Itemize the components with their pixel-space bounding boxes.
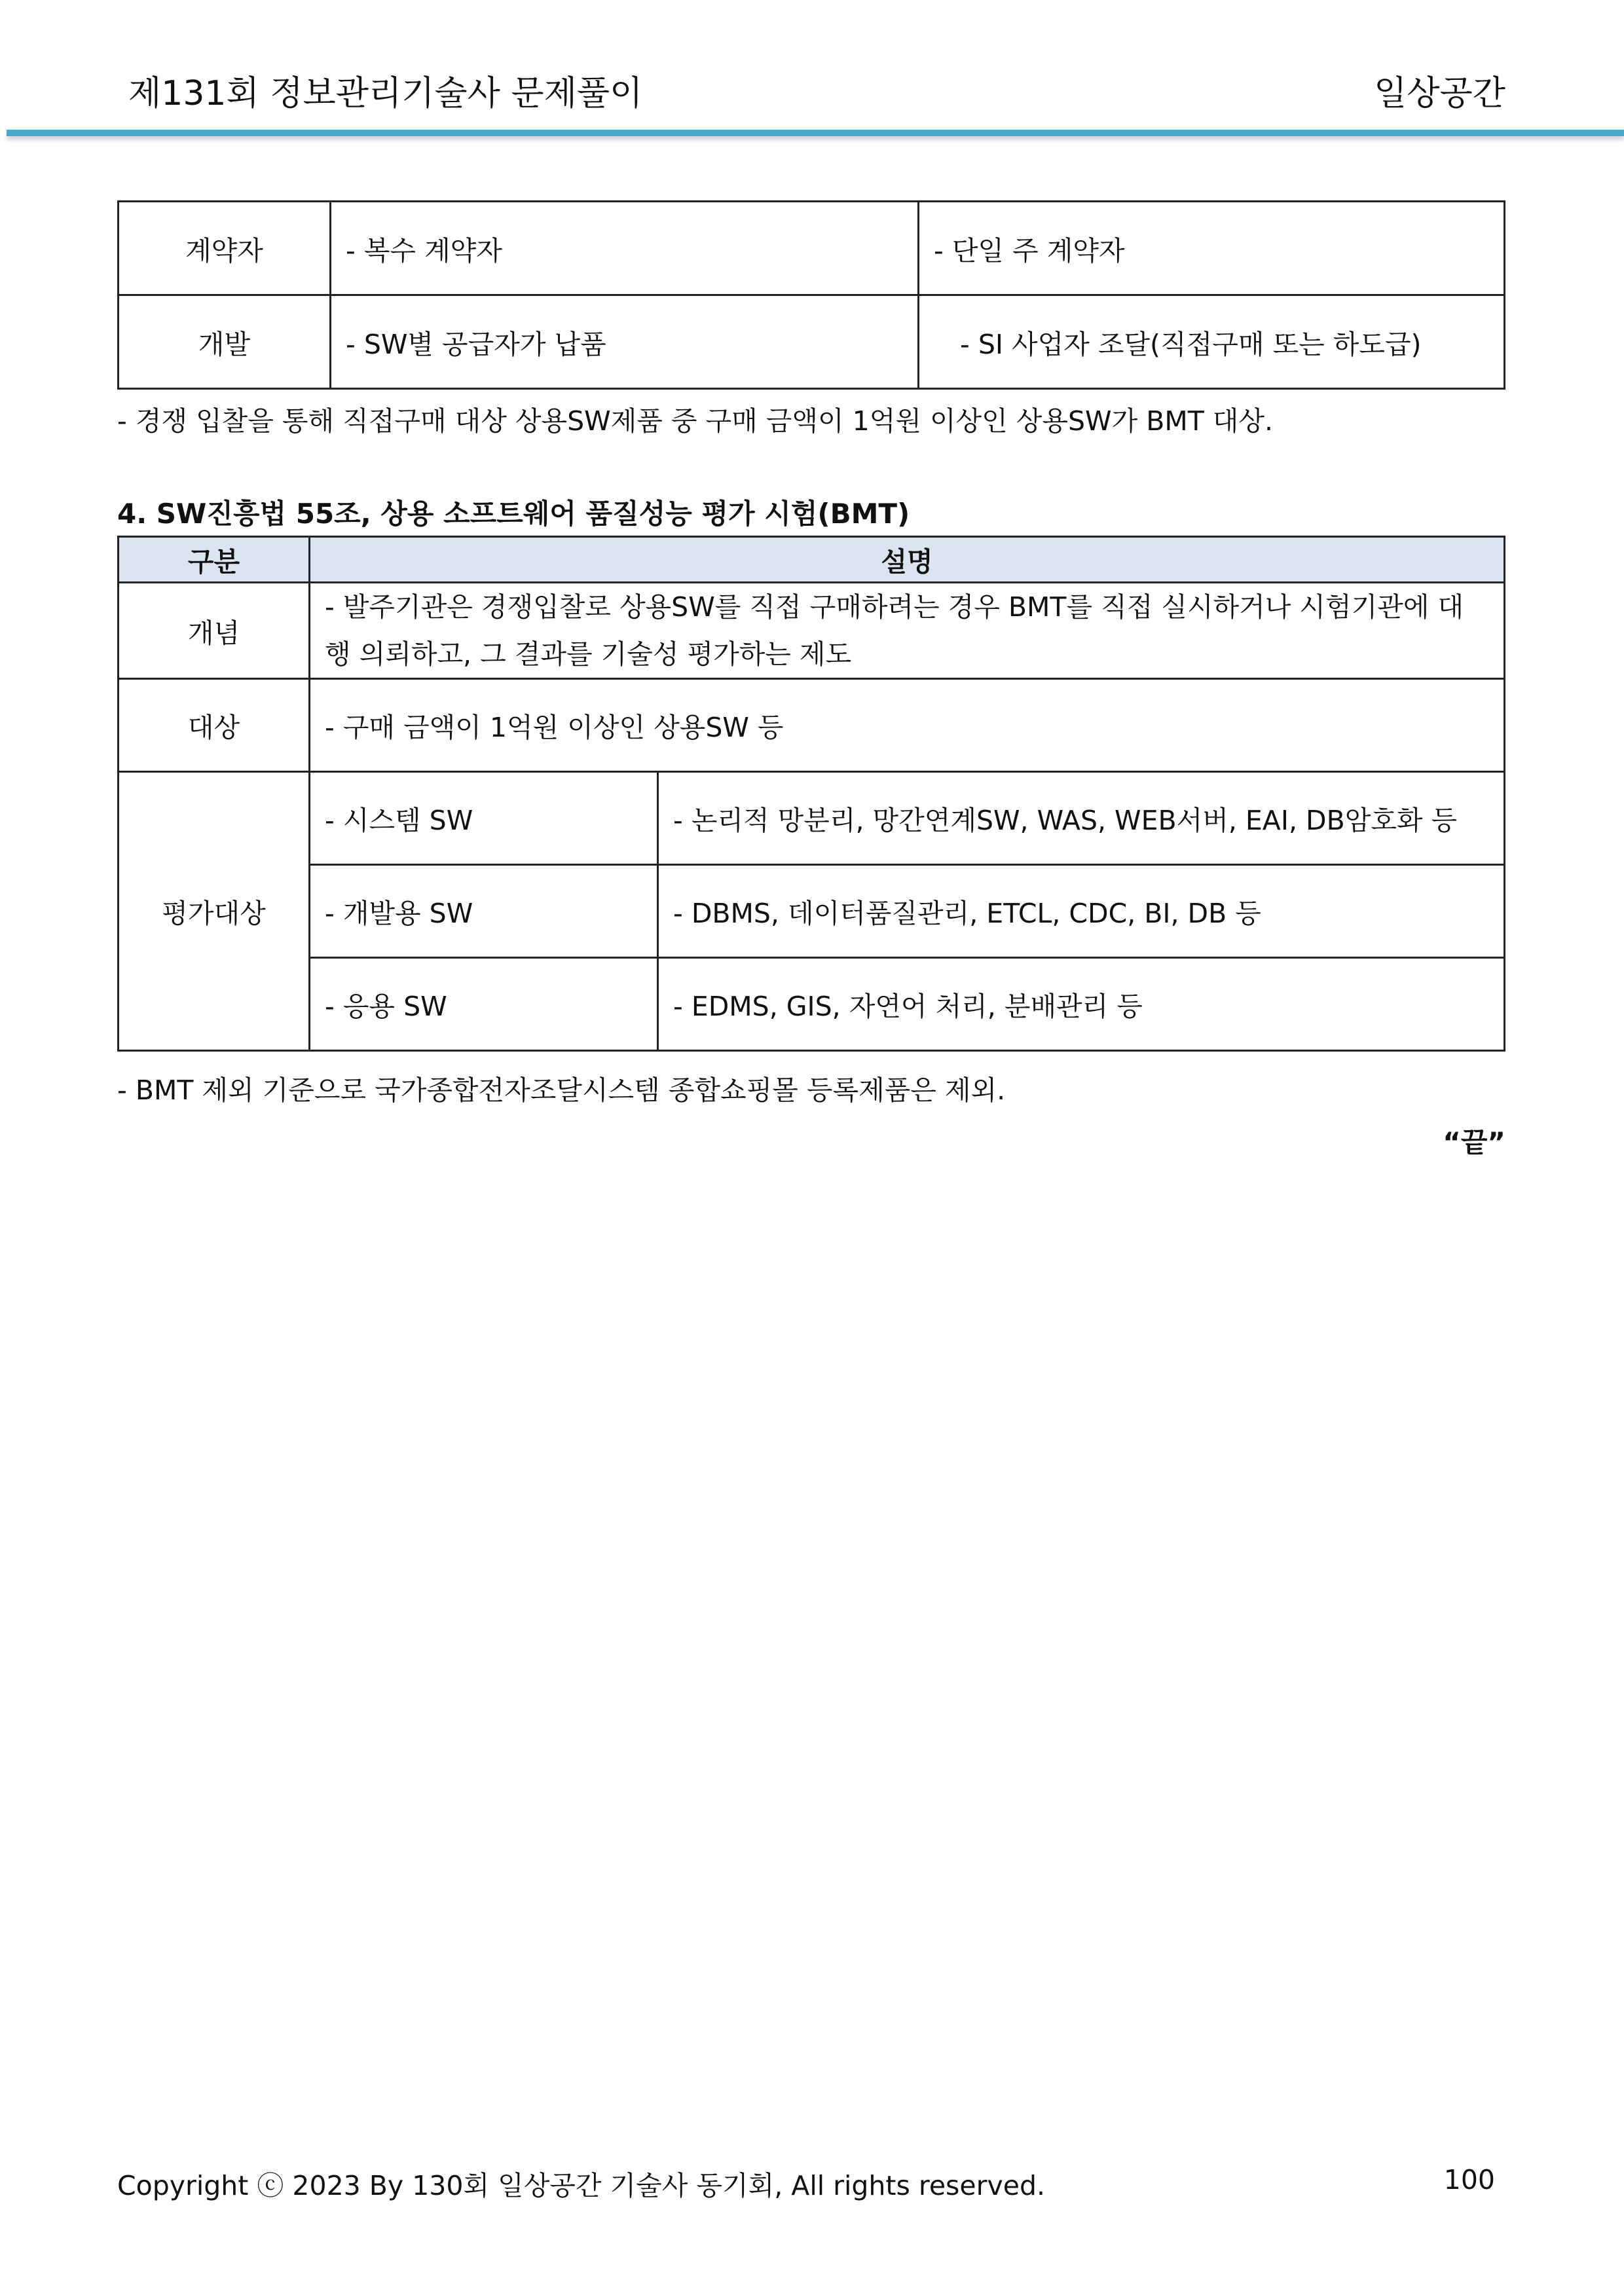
table-cell: - 논리적 망분리, 망간연계SW, WAS, WEB서버, EAI, DB암호화 등 <box>658 772 1505 865</box>
table-row <box>119 583 1505 679</box>
table-cell: - 발주기관은 경쟁입찰로 상용SW를 직접 구매하려는 경우 BMT를 직접 실시하거나 시험기관에 대행 의뢰하고, 그 결과를 기술성 평가하는 제도 <box>310 583 1505 679</box>
row-label: 평가대상 <box>119 772 310 1051</box>
table-header-row <box>119 537 1505 583</box>
row-label: 계약자 <box>119 202 331 295</box>
table-row <box>119 295 1505 389</box>
section-heading: 4. SW진흥법 55조, 상용 소프트웨어 품질성능 평가 시험(BMT) <box>117 498 910 530</box>
document-title: 제131회 정보관리기술사 문제풀이 <box>128 74 643 113</box>
note-text: - BMT 제외 기준으로 국가종합전자조달시스템 종합쇼핑몰 등록제품은 제외. <box>117 1074 1006 1106</box>
table-cell: - 응용 SW <box>310 958 658 1051</box>
table-cell: - SW별 공급자가 납품 <box>331 295 919 389</box>
header-divider <box>7 130 1624 136</box>
table-row <box>119 865 1505 958</box>
table-cell: - 복수 계약자 <box>331 202 919 295</box>
row-label: 대상 <box>119 679 310 772</box>
footer-copyright: Copyright ⓒ 2023 By 130회 일상공간 기술사 동기회, All rights reserved. <box>117 2170 1046 2201</box>
column-header: 설명 <box>310 537 1505 583</box>
table-cell: - 단일 주 계약자 <box>919 202 1505 295</box>
note-text: - 경쟁 입찰을 통해 직접구매 대상 상용SW제품 중 구매 금액이 1억원 이상인 상용SW가 BMT 대상. <box>117 405 1274 437</box>
table-row <box>119 679 1505 772</box>
row-label: 개발 <box>119 295 331 389</box>
table-row <box>119 202 1505 295</box>
table-cell: - DBMS, 데이터품질관리, ETCL, CDC, BI, DB 등 <box>658 865 1505 958</box>
brand-name: 일상공간 <box>1374 74 1505 113</box>
table-cell: - 구매 금액이 1억원 이상인 상용SW 등 <box>310 679 1505 772</box>
row-label: 개념 <box>119 583 310 679</box>
end-mark: “끝” <box>1443 1126 1505 1158</box>
column-header: 구분 <box>119 537 310 583</box>
table-cell: - SI 사업자 조달(직접구매 또는 하도급) <box>919 295 1505 389</box>
table-row <box>119 772 1505 865</box>
bmt-table <box>117 536 1505 1052</box>
page-number: 100 <box>1443 2164 1495 2195</box>
comparison-table <box>117 200 1505 390</box>
table-cell: - 시스템 SW <box>310 772 658 865</box>
table-cell: - EDMS, GIS, 자연어 처리, 분배관리 등 <box>658 958 1505 1051</box>
table-cell: - 개발용 SW <box>310 865 658 958</box>
table-row <box>119 958 1505 1051</box>
